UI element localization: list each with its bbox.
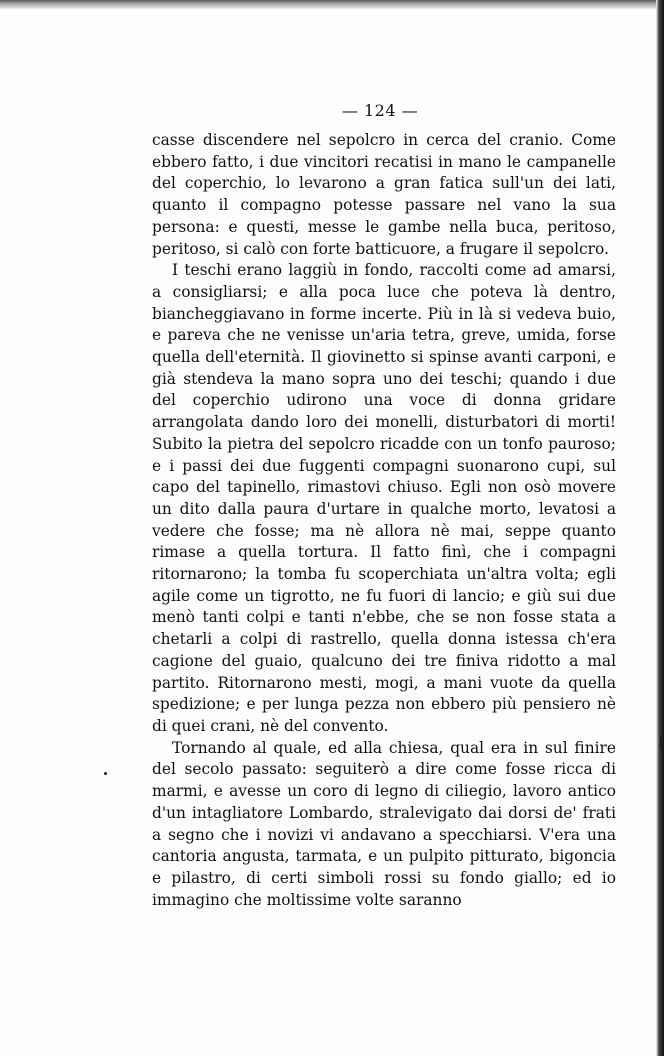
scan-margin-mark	[660, 735, 662, 749]
paragraph-2: I teschi erano laggiù in fondo, raccolti come ad amarsi, a consigliarsi; e alla poca luce che poteva là dentro, biancheggiavano in forme incerte. Più in là si vedeva buio, e pareva che ne venisse un'aria tetra, greve, umida, forse quella dell'eternità. Il giovinetto si spinse avanti carponi, e già stendeva la mano sopra uno dei teschi; quando i due del coperchio udirono una voce di donna gridare arrangolata dando loro dei monelli, disturbatori di morti! Subito la pietra del sepolcro ricadde con un tonfo pauroso; e i passi dei due fuggenti compagni suonarono cupi, sul capo del tapinello, rimastovi chiuso. Egli non osò movere un dito dalla paura d'urtare in qualche morto, levatosi a vedere che fosse; ma nè allora nè mai, seppe quanto rimase a quella tortura. Il fatto finì, che i compagni ritornarono; la tomba fu scoperchiata un'altra volta; egli agile come un tigrotto, ne fu fuori di lancio; e giù sui due menò tanti colpi e tanti n'ebbe, che se non fosse stata a chetarli a colpi di rastrello, quella donna istessa ch'era cagione del guaio, qualcuno dei tre finiva ridotto a mal partito. Ritornarono mesti, mogi, a mani vuote da quella spedizione; e per lunga pezza non ebbero più pensiero nè di quei crani, nè del convento.	[152, 261, 616, 735]
scan-top-edge	[0, 0, 664, 10]
scan-speck-mark	[104, 772, 107, 775]
book-binding-edge	[656, 0, 664, 1056]
book-text-body	[152, 130, 616, 911]
paragraph-3: Tornando al quale, ed alla chiesa, qual era in sul finire del secolo passato: seguiterò a dire come fosse ricca di marmi, e avesse un coro di legno di ciliegio, lavoro antico d'un intagliatore Lombardo, stralevigato dai dorsi de' frati a segno che i novizi vi andavano a specchiarsi. V'era una cantoria angusta, tarmata, e un pulpito pitturato, bigoncia e pilastro, di certi simboli rossi su fondo giallo; ed io immagino che moltissime volte saranno	[152, 738, 616, 909]
page-number: — 124 —	[341, 101, 419, 120]
paragraph-1: casse discendere nel sepolcro in cerca del cranio. Come ebbero fatto, i due vincitori recatisi in mano le campanelle del coperchio, lo levarono a gran fatica sull'un dei lati, quanto il compagno potesse passare nel vano la sua persona: e questi, messe le gambe nella buca, peritoso, peritoso, si calò con forte batticuore, a frugare il sepolcro.	[152, 131, 616, 258]
